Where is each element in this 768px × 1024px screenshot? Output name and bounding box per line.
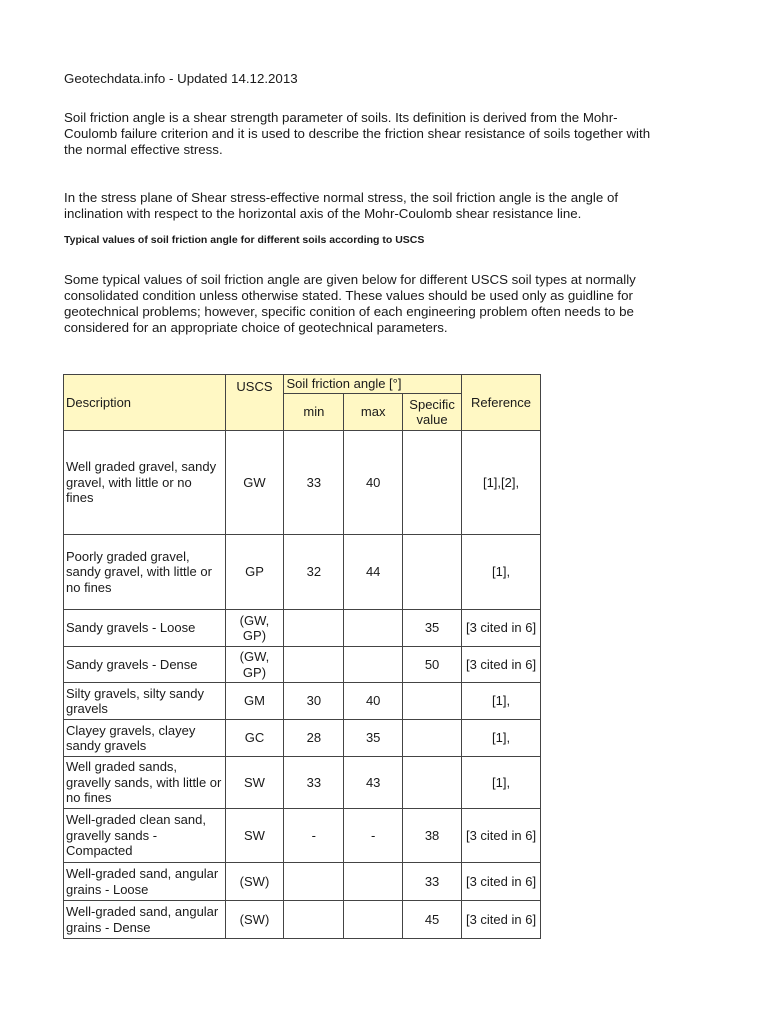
table-cell-min: 33 — [284, 431, 344, 535]
table-cell-description: Well-graded sand, angular grains - Dense — [64, 901, 226, 939]
table-cell-uscs: GP — [225, 535, 284, 610]
table-cell-min: 30 — [284, 683, 344, 720]
table-cell-specific — [403, 720, 462, 757]
table-body — [64, 431, 541, 939]
table-row — [64, 901, 541, 939]
table-cell-reference: [1], — [462, 757, 541, 809]
table-cell-specific — [403, 535, 462, 610]
table-cell-specific: 33 — [403, 863, 462, 901]
table-row — [64, 757, 541, 809]
table-cell-specific: 45 — [403, 901, 462, 939]
table-cell-uscs: (GW, GP) — [225, 647, 284, 683]
source-line: Geotechdata.info - Updated 14.12.2013 — [64, 71, 298, 86]
table-cell-min: 28 — [284, 720, 344, 757]
table-cell-max — [344, 901, 403, 939]
header-uscs: USCS — [225, 375, 284, 431]
table-cell-reference: [3 cited in 6] — [462, 610, 541, 647]
table-cell-min: - — [284, 809, 344, 863]
table-row — [64, 863, 541, 901]
header-max: max — [344, 394, 403, 431]
intro-paragraph-2: In the stress plane of Shear stress-effective normal stress, the soil friction angle is the angle of inclination with respect to the horizontal axis of the Mohr-Coulomb shear resistance line. — [64, 190, 619, 221]
table-cell-min: 32 — [284, 535, 344, 610]
header-description: Description — [64, 375, 226, 431]
table-cell-specific: 50 — [403, 647, 462, 683]
table-cell-description: Well-graded clean sand, gravelly sands - Compacted — [64, 809, 226, 863]
table-cell-description: Well-graded sand, angular grains - Loose — [64, 863, 226, 901]
header-specific-value: Specific value — [403, 394, 462, 431]
table-cell-uscs: GM — [225, 683, 284, 720]
section-title: Typical values of soil friction angle for different soils according to USCS — [64, 234, 425, 246]
table-cell-uscs: SW — [225, 757, 284, 809]
header-friction-angle: Soil friction angle [°] — [284, 375, 462, 394]
table-cell-min — [284, 610, 344, 647]
table-cell-min — [284, 647, 344, 683]
table-header-row — [64, 375, 541, 394]
table-cell-max — [344, 647, 403, 683]
table-cell-max — [344, 610, 403, 647]
table-row — [64, 535, 541, 610]
header-reference: Reference — [462, 375, 541, 431]
table-row — [64, 683, 541, 720]
table-cell-max: - — [344, 809, 403, 863]
table-cell-reference: [1], — [462, 535, 541, 610]
header-min: min — [284, 394, 344, 431]
table-cell-specific — [403, 757, 462, 809]
table-cell-reference: [3 cited in 6] — [462, 809, 541, 863]
table-row — [64, 809, 541, 863]
table-cell-uscs: SW — [225, 809, 284, 863]
table-cell-specific: 38 — [403, 809, 462, 863]
table-cell-uscs: (SW) — [225, 901, 284, 939]
table-cell-uscs: (SW) — [225, 863, 284, 901]
table-cell-description: Poorly graded gravel, sandy gravel, with little or no fines — [64, 535, 226, 610]
table-cell-description: Sandy gravels - Dense — [64, 647, 226, 683]
table-cell-min — [284, 901, 344, 939]
table-cell-reference: [1],[2], — [462, 431, 541, 535]
table-cell-reference: [3 cited in 6] — [462, 647, 541, 683]
section-paragraph: Some typical values of soil friction angle are given below for different USCS soil types at normally consolidated condition unless otherwise stated. These values should be used only as guidline for geotechnical problems; however, specific conition of each engineering problem often needs to be considered for an appropriate choice of geotechnical parameters. — [64, 272, 636, 335]
table-cell-max: 40 — [344, 431, 403, 535]
intro-paragraph-1: Soil friction angle is a shear strength parameter of soils. Its definition is derived from the Mohr-Coulomb failure criterion and it is used to describe the friction shear resistance of soils together with the normal effective stress. — [64, 110, 651, 157]
table-cell-description: Silty gravels, silty sandy gravels — [64, 683, 226, 720]
table-cell-max — [344, 863, 403, 901]
table-cell-uscs: GW — [225, 431, 284, 535]
table-cell-max: 43 — [344, 757, 403, 809]
table-cell-max: 40 — [344, 683, 403, 720]
table-cell-reference: [1], — [462, 720, 541, 757]
table-cell-reference: [3 cited in 6] — [462, 863, 541, 901]
table-cell-description: Clayey gravels, clayey sandy gravels — [64, 720, 226, 757]
table-cell-reference: [3 cited in 6] — [462, 901, 541, 939]
table-row — [64, 720, 541, 757]
table-cell-max: 35 — [344, 720, 403, 757]
table-cell-reference: [1], — [462, 683, 541, 720]
table-row — [64, 647, 541, 683]
table-cell-description: Well graded gravel, sandy gravel, with little or no fines — [64, 431, 226, 535]
table-cell-specific — [403, 683, 462, 720]
table-cell-uscs: (GW, GP) — [225, 610, 284, 647]
table-cell-description: Well graded sands, gravelly sands, with little or no fines — [64, 757, 226, 809]
table-cell-max: 44 — [344, 535, 403, 610]
table-cell-description: Sandy gravels - Loose — [64, 610, 226, 647]
table-cell-specific: 35 — [403, 610, 462, 647]
table-cell-min — [284, 863, 344, 901]
table-row — [64, 431, 541, 535]
table-cell-uscs: GC — [225, 720, 284, 757]
table-cell-specific — [403, 431, 462, 535]
table-row — [64, 610, 541, 647]
friction-angle-table — [63, 374, 541, 939]
table-cell-min: 33 — [284, 757, 344, 809]
